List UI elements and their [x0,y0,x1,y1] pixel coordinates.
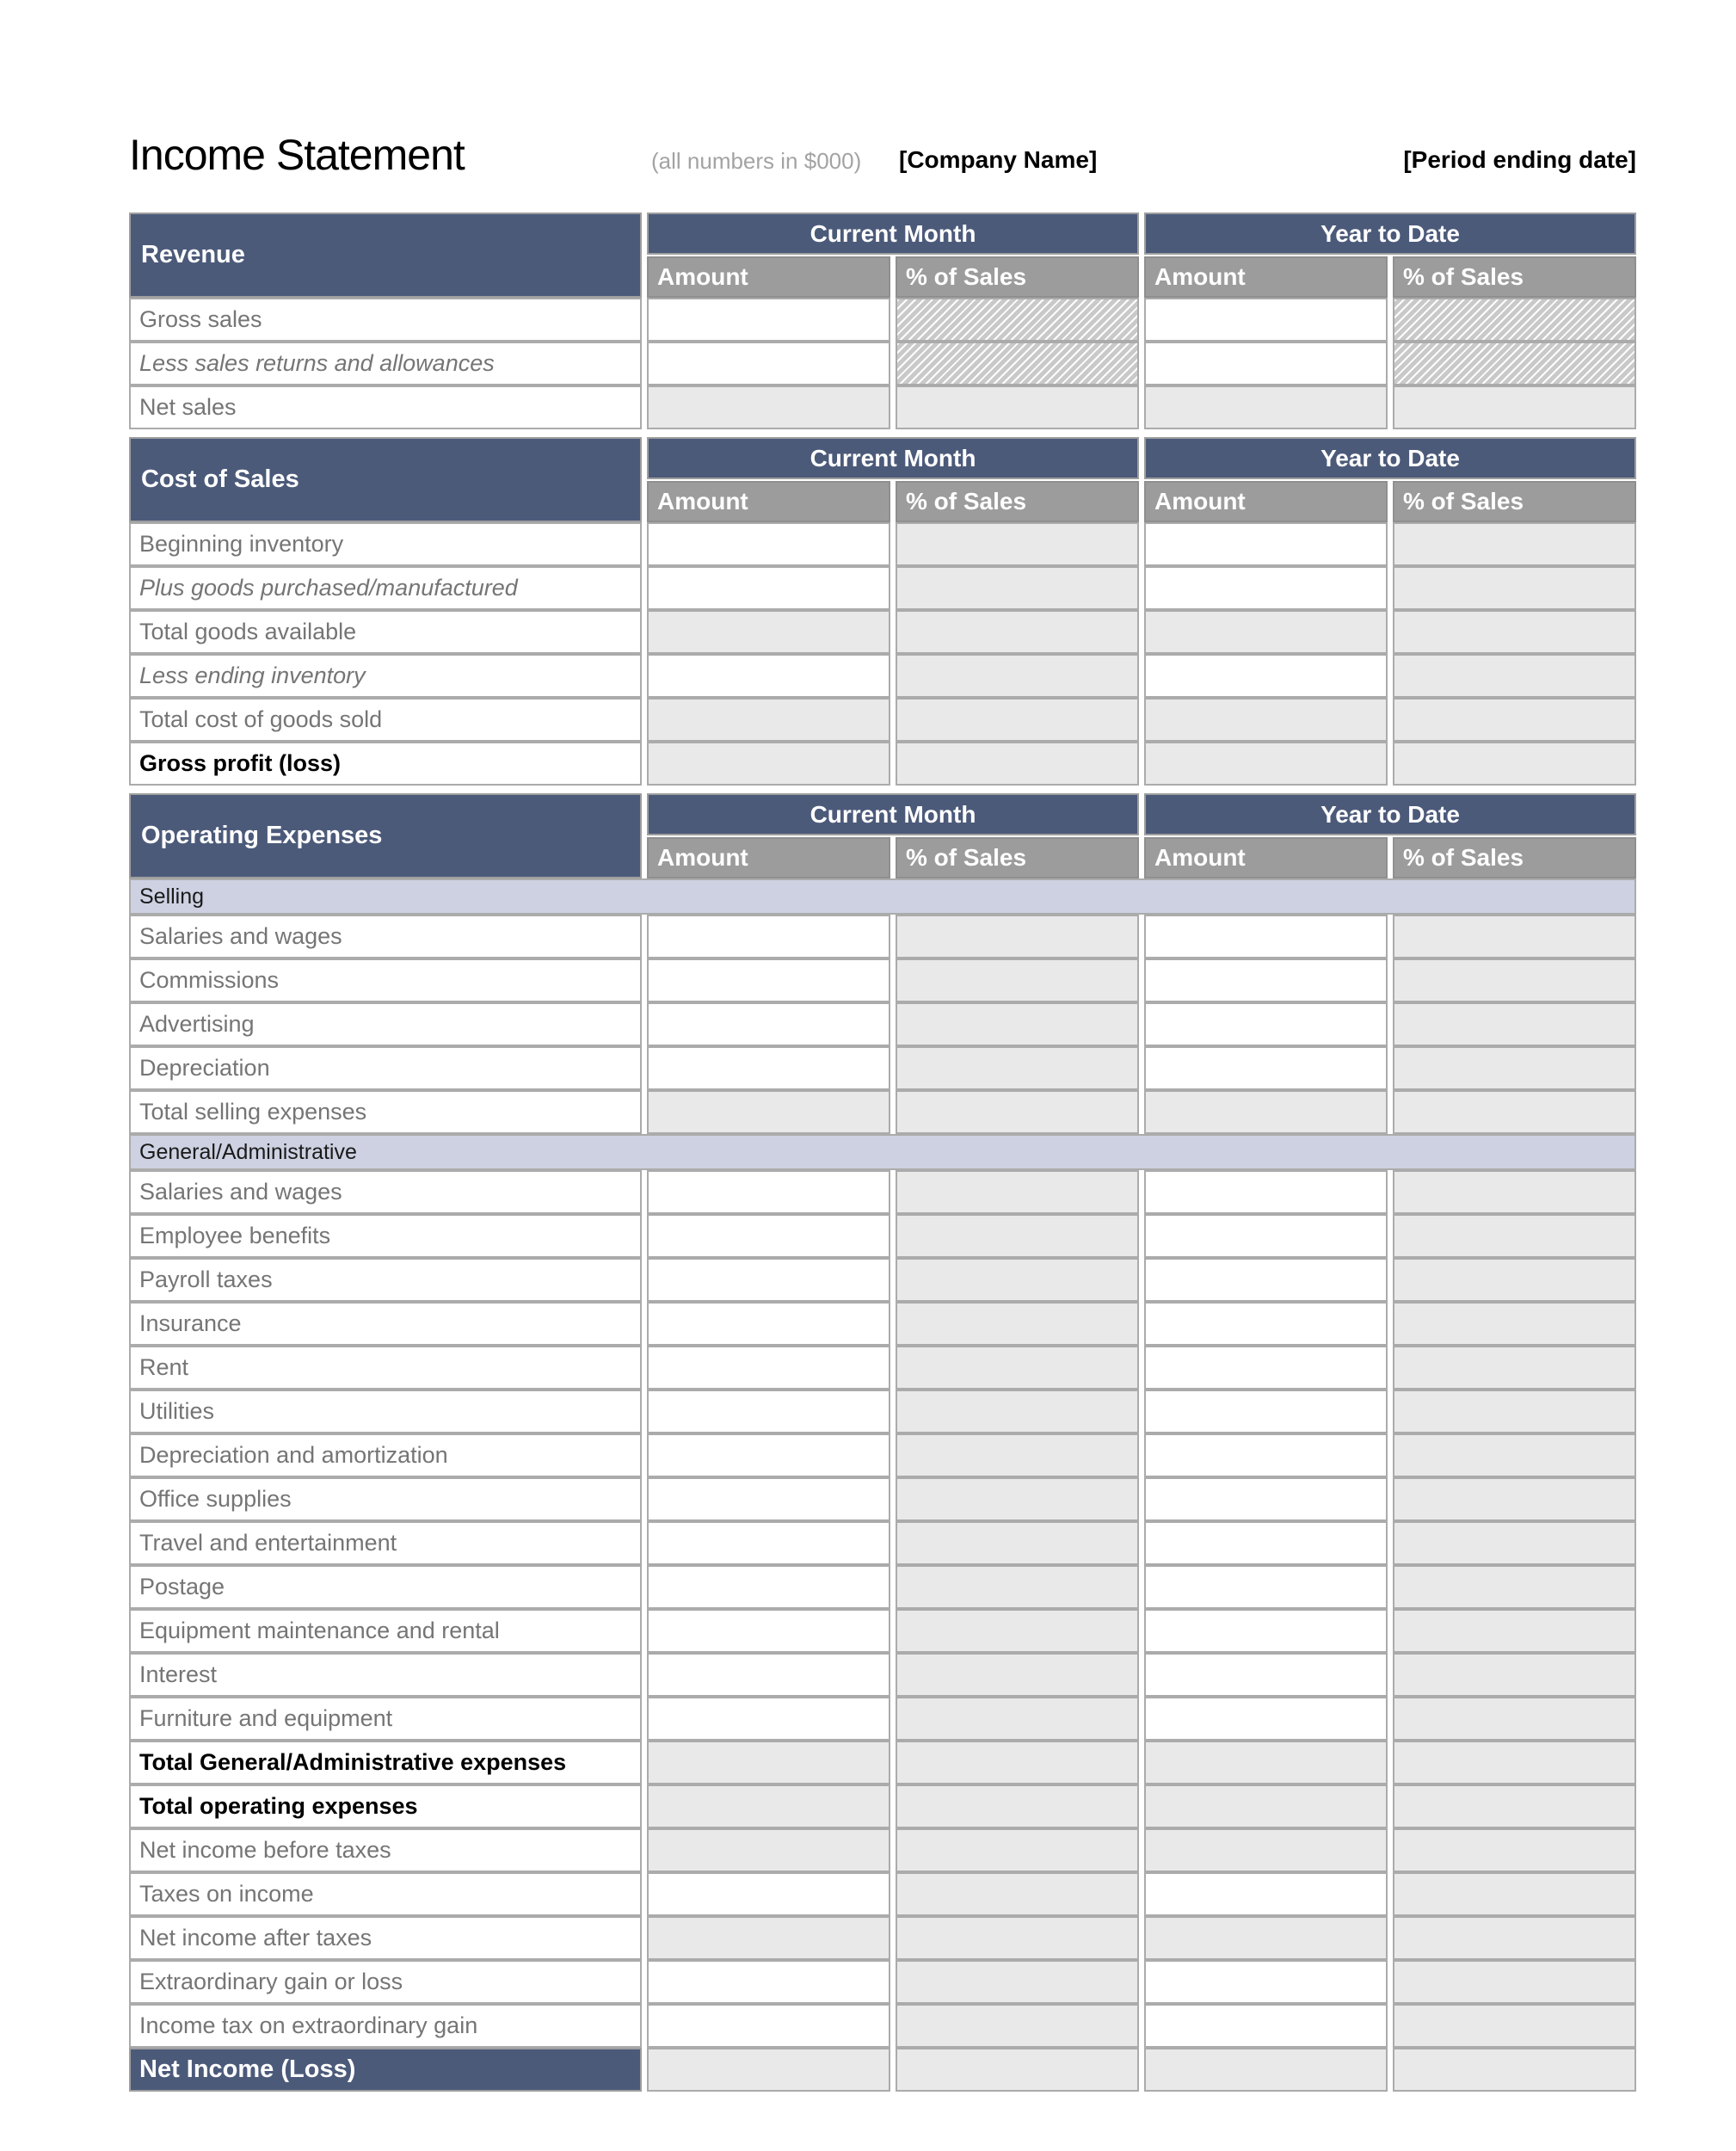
column-header-ytd-amount: Amount [1144,837,1388,878]
cell-rent-cm-pct-of-sales [896,1346,1139,1390]
cell-employee-benefits-cm-pct-of-sales [896,1214,1139,1258]
cell-net-sales-ytd-amount [1144,385,1388,429]
cell-salaries-and-wages-ytd-amount[interactable] [1144,1170,1388,1214]
table-row-advertising [129,1002,1636,1046]
row-label-total-cost-of-goods-sold: Total cost of goods sold [129,698,642,742]
cell-total-selling-expenses-cm-pct-of-sales [896,1090,1139,1134]
row-label-interest: Interest [129,1653,642,1697]
table-row-net-income-after-taxes [129,1916,1636,1960]
cell-income-tax-on-extraordinary-gain-ytd-pct-of-sales [1393,2004,1636,2048]
company-name-placeholder[interactable]: [Company Name] [899,146,1098,173]
cell-net-income-loss-ytd-amount [1144,2048,1388,2092]
cell-office-supplies-cm-pct-of-sales [896,1477,1139,1521]
cell-equipment-maintenance-and-rental-ytd-amount[interactable] [1144,1609,1388,1653]
cell-gross-profit-loss-cm-pct-of-sales [896,742,1139,786]
row-label-less-sales-returns-and-allowances: Less sales returns and allowances [129,342,642,385]
cell-beginning-inventory-cm-pct-of-sales [896,522,1139,566]
cell-net-income-before-taxes-ytd-amount [1144,1828,1388,1872]
row-label-advertising: Advertising [129,1002,642,1046]
cell-beginning-inventory-ytd-amount[interactable] [1144,522,1388,566]
row-label-extraordinary-gain-or-loss: Extraordinary gain or loss [129,1960,642,2004]
row-label-less-ending-inventory: Less ending inventory [129,654,642,698]
cell-total-operating-expenses-ytd-amount [1144,1784,1388,1828]
title-bar [129,129,1636,213]
row-label-net-income-before-taxes: Net income before taxes [129,1828,642,1872]
table-row-employee-benefits [129,1214,1636,1258]
cell-interest-ytd-amount[interactable] [1144,1653,1388,1697]
row-label-depreciation: Depreciation [129,1046,642,1090]
cell-income-tax-on-extraordinary-gain-cm-amount[interactable] [647,2004,890,2048]
table-row-net-income-loss [129,2048,1636,2092]
column-group-year-to-date [1144,437,1636,522]
cell-total-goods-available-cm-pct-of-sales [896,610,1139,654]
table-row-gross-profit-loss [129,742,1636,786]
cell-total-goods-available-ytd-pct-of-sales [1393,610,1636,654]
table-row-less-sales-returns-and-allowances [129,342,1636,385]
cell-net-income-after-taxes-cm-amount [647,1916,890,1960]
cell-interest-cm-amount[interactable] [647,1653,890,1697]
table-row-furniture-and-equipment [129,1697,1636,1741]
table-row-utilities [129,1390,1636,1433]
row-label-plus-goods-purchased-manufactured: Plus goods purchased/manufactured [129,566,642,610]
cell-payroll-taxes-ytd-pct-of-sales [1393,1258,1636,1302]
cell-salaries-and-wages-cm-pct-of-sales [896,1170,1139,1214]
cell-travel-and-entertainment-cm-pct-of-sales [896,1521,1139,1565]
cell-total-general-administrative-expenses-cm-pct-of-sales [896,1741,1139,1784]
cell-advertising-ytd-pct-of-sales [1393,1002,1636,1046]
row-label-depreciation-and-amortization: Depreciation and amortization [129,1433,642,1477]
column-header-cm-amount: Amount [647,256,890,298]
cell-salaries-and-wages-ytd-pct-of-sales [1393,915,1636,958]
cell-net-income-before-taxes-ytd-pct-of-sales [1393,1828,1636,1872]
cell-plus-goods-purchased-manufactured-ytd-amount[interactable] [1144,566,1388,610]
cell-taxes-on-income-cm-amount[interactable] [647,1872,890,1916]
cell-total-cost-of-goods-sold-cm-amount [647,698,890,742]
column-subheader-row [647,256,1139,298]
table-row-net-sales [129,385,1636,429]
cell-income-tax-on-extraordinary-gain-ytd-amount[interactable] [1144,2004,1388,2048]
row-label-taxes-on-income: Taxes on income [129,1872,642,1916]
cell-office-supplies-ytd-amount[interactable] [1144,1477,1388,1521]
cell-net-income-loss-cm-pct-of-sales [896,2048,1139,2092]
row-label-total-selling-expenses: Total selling expenses [129,1090,642,1134]
table-row-income-tax-on-extraordinary-gain [129,2004,1636,2048]
row-label-postage: Postage [129,1565,642,1609]
cell-total-selling-expenses-cm-amount [647,1090,890,1134]
cell-rent-ytd-amount[interactable] [1144,1346,1388,1390]
cell-salaries-and-wages-cm-amount[interactable] [647,915,890,958]
cell-net-income-loss-ytd-pct-of-sales [1393,2048,1636,2092]
cell-total-operating-expenses-cm-pct-of-sales [896,1784,1139,1828]
cell-commissions-cm-amount[interactable] [647,958,890,1002]
cell-gross-sales-ytd-amount[interactable] [1144,298,1388,342]
row-label-rent: Rent [129,1346,642,1390]
cell-plus-goods-purchased-manufactured-cm-pct-of-sales [896,566,1139,610]
table-row-salaries-and-wages [129,1170,1636,1214]
cell-furniture-and-equipment-ytd-pct-of-sales [1393,1697,1636,1741]
row-label-travel-and-entertainment: Travel and entertainment [129,1521,642,1565]
table-row-total-operating-expenses [129,1784,1636,1828]
cell-extraordinary-gain-or-loss-ytd-amount[interactable] [1144,1960,1388,2004]
table-row-beginning-inventory [129,522,1636,566]
cell-insurance-ytd-pct-of-sales [1393,1302,1636,1346]
cell-taxes-on-income-ytd-amount[interactable] [1144,1872,1388,1916]
cell-net-income-after-taxes-cm-pct-of-sales [896,1916,1139,1960]
cell-less-ending-inventory-ytd-amount[interactable] [1144,654,1388,698]
cell-advertising-cm-pct-of-sales [896,1002,1139,1046]
column-subheader-row [1144,837,1636,878]
column-group-current-month [647,213,1139,298]
cell-utilities-ytd-pct-of-sales [1393,1390,1636,1433]
page-title: Income Statement [129,131,465,179]
cell-depreciation-cm-pct-of-sales [896,1046,1139,1090]
cell-gross-profit-loss-ytd-amount [1144,742,1388,786]
cell-total-selling-expenses-ytd-pct-of-sales [1393,1090,1636,1134]
cell-office-supplies-cm-amount[interactable] [647,1477,890,1521]
cell-extraordinary-gain-or-loss-cm-amount[interactable] [647,1960,890,2004]
cell-salaries-and-wages-ytd-pct-of-sales [1393,1170,1636,1214]
column-group-current-month [647,437,1139,522]
cell-total-operating-expenses-cm-amount [647,1784,890,1828]
column-subheader-row [647,837,1139,878]
cell-commissions-cm-pct-of-sales [896,958,1139,1002]
column-subheader-row [1144,256,1636,298]
cell-total-cost-of-goods-sold-ytd-amount [1144,698,1388,742]
table-row-postage [129,1565,1636,1609]
cell-total-goods-available-cm-amount [647,610,890,654]
column-subheader-row [1144,481,1636,522]
cell-office-supplies-ytd-pct-of-sales [1393,1477,1636,1521]
table-row-interest [129,1653,1636,1697]
table-row-depreciation-and-amortization [129,1433,1636,1477]
row-label-total-goods-available: Total goods available [129,610,642,654]
cell-depreciation-ytd-amount[interactable] [1144,1046,1388,1090]
subsection-header-selling: Selling [129,878,1636,915]
table-row-equipment-maintenance-and-rental [129,1609,1636,1653]
cell-insurance-cm-amount[interactable] [647,1302,890,1346]
cell-postage-ytd-amount[interactable] [1144,1565,1388,1609]
row-label-equipment-maintenance-and-rental: Equipment maintenance and rental [129,1609,642,1653]
cell-less-sales-returns-and-allowances-cm-pct-of-sales [896,342,1139,385]
section-title-revenue: Revenue [129,213,642,298]
cell-depreciation-and-amortization-ytd-pct-of-sales [1393,1433,1636,1477]
cell-beginning-inventory-ytd-pct-of-sales [1393,522,1636,566]
cell-net-sales-ytd-pct-of-sales [1393,385,1636,429]
column-header-ytd-pct-of-sales: % of Sales [1393,256,1636,298]
section-header-cost-of-sales [129,437,1636,522]
cell-postage-cm-amount[interactable] [647,1565,890,1609]
section-title-operating-expenses: Operating Expenses [129,793,642,878]
cell-interest-ytd-pct-of-sales [1393,1653,1636,1697]
column-header-ytd-amount: Amount [1144,481,1388,522]
cell-gross-profit-loss-cm-amount [647,742,890,786]
row-label-employee-benefits: Employee benefits [129,1214,642,1258]
cell-rent-cm-amount[interactable] [647,1346,890,1390]
column-header-cm-pct-of-sales: % of Sales [896,481,1139,522]
section-header-operating-expenses [129,793,1636,878]
column-group-year-to-date [1144,793,1636,878]
cell-net-sales-cm-amount [647,385,890,429]
row-label-salaries-and-wages: Salaries and wages [129,1170,642,1214]
table-row-commissions [129,958,1636,1002]
cell-plus-goods-purchased-manufactured-cm-amount[interactable] [647,566,890,610]
table-row-travel-and-entertainment [129,1521,1636,1565]
row-label-total-operating-expenses: Total operating expenses [129,1784,642,1828]
column-header-ytd-pct-of-sales: % of Sales [1393,481,1636,522]
table-row-net-income-before-taxes [129,1828,1636,1872]
column-group-year-to-date [1144,213,1636,298]
cell-utilities-cm-amount[interactable] [647,1390,890,1433]
cell-net-income-before-taxes-cm-pct-of-sales [896,1828,1139,1872]
row-label-utilities: Utilities [129,1390,642,1433]
cell-furniture-and-equipment-cm-pct-of-sales [896,1697,1139,1741]
cell-travel-and-entertainment-ytd-amount[interactable] [1144,1521,1388,1565]
cell-less-ending-inventory-cm-amount[interactable] [647,654,890,698]
table-row-rent [129,1346,1636,1390]
cell-total-general-administrative-expenses-ytd-pct-of-sales [1393,1741,1636,1784]
cell-employee-benefits-cm-amount[interactable] [647,1214,890,1258]
cell-payroll-taxes-ytd-amount[interactable] [1144,1258,1388,1302]
cell-advertising-ytd-amount[interactable] [1144,1002,1388,1046]
column-group-title-year-to-date: Year to Date [1144,793,1636,835]
subsection-header-general-administrative: General/Administrative [129,1134,1636,1170]
column-group-title-current-month: Current Month [647,793,1139,835]
table-row-extraordinary-gain-or-loss [129,1960,1636,2004]
cell-less-sales-returns-and-allowances-cm-amount[interactable] [647,342,890,385]
cell-beginning-inventory-cm-amount[interactable] [647,522,890,566]
section-gap [129,429,1636,437]
section-header-revenue [129,213,1636,298]
cell-insurance-cm-pct-of-sales [896,1302,1139,1346]
cell-total-selling-expenses-ytd-amount [1144,1090,1388,1134]
cell-total-operating-expenses-ytd-pct-of-sales [1393,1784,1636,1828]
cell-equipment-maintenance-and-rental-cm-amount[interactable] [647,1609,890,1653]
period-ending-date-placeholder[interactable]: [Period ending date] [1403,146,1636,173]
section-title-cost-of-sales: Cost of Sales [129,437,642,522]
income-statement-table [129,213,1636,2092]
table-row-payroll-taxes [129,1258,1636,1302]
column-header-cm-pct-of-sales: % of Sales [896,837,1139,878]
cell-depreciation-and-amortization-ytd-amount[interactable] [1144,1433,1388,1477]
section-gap [129,786,1636,793]
table-row-salaries-and-wages [129,915,1636,958]
column-group-title-current-month: Current Month [647,437,1139,479]
row-label-commissions: Commissions [129,958,642,1002]
cell-gross-sales-ytd-pct-of-sales [1393,298,1636,342]
cell-salaries-and-wages-cm-pct-of-sales [896,915,1139,958]
cell-net-sales-cm-pct-of-sales [896,385,1139,429]
row-label-income-tax-on-extraordinary-gain: Income tax on extraordinary gain [129,2004,642,2048]
cell-less-sales-returns-and-allowances-ytd-amount[interactable] [1144,342,1388,385]
cell-gross-sales-cm-amount[interactable] [647,298,890,342]
table-row-plus-goods-purchased-manufactured [129,566,1636,610]
column-header-cm-amount: Amount [647,481,890,522]
cell-depreciation-and-amortization-cm-pct-of-sales [896,1433,1139,1477]
cell-total-general-administrative-expenses-cm-amount [647,1741,890,1784]
cell-taxes-on-income-ytd-pct-of-sales [1393,1872,1636,1916]
cell-total-cost-of-goods-sold-cm-pct-of-sales [896,698,1139,742]
cell-interest-cm-pct-of-sales [896,1653,1139,1697]
table-row-taxes-on-income [129,1872,1636,1916]
cell-salaries-and-wages-ytd-amount[interactable] [1144,915,1388,958]
cell-salaries-and-wages-cm-amount[interactable] [647,1170,890,1214]
cell-net-income-before-taxes-cm-amount [647,1828,890,1872]
cell-income-tax-on-extraordinary-gain-cm-pct-of-sales [896,2004,1139,2048]
table-row-less-ending-inventory [129,654,1636,698]
cell-commissions-ytd-amount[interactable] [1144,958,1388,1002]
cell-utilities-cm-pct-of-sales [896,1390,1139,1433]
row-label-total-general-administrative-expenses: Total General/Administrative expenses [129,1741,642,1784]
cell-payroll-taxes-cm-amount[interactable] [647,1258,890,1302]
column-group-title-year-to-date: Year to Date [1144,437,1636,479]
cell-taxes-on-income-cm-pct-of-sales [896,1872,1139,1916]
cell-employee-benefits-ytd-pct-of-sales [1393,1214,1636,1258]
cell-net-income-after-taxes-ytd-amount [1144,1916,1388,1960]
cell-gross-profit-loss-ytd-pct-of-sales [1393,742,1636,786]
row-label-payroll-taxes: Payroll taxes [129,1258,642,1302]
row-label-beginning-inventory: Beginning inventory [129,522,642,566]
cell-less-ending-inventory-cm-pct-of-sales [896,654,1139,698]
cell-extraordinary-gain-or-loss-ytd-pct-of-sales [1393,1960,1636,2004]
units-note: (all numbers in $000) [651,148,862,174]
column-header-ytd-pct-of-sales: % of Sales [1393,837,1636,878]
cell-net-income-after-taxes-ytd-pct-of-sales [1393,1916,1636,1960]
column-header-ytd-amount: Amount [1144,256,1388,298]
column-group-title-current-month: Current Month [647,213,1139,255]
row-label-gross-profit-loss: Gross profit (loss) [129,742,642,786]
cell-net-income-loss-cm-amount [647,2048,890,2092]
cell-travel-and-entertainment-cm-amount[interactable] [647,1521,890,1565]
cell-commissions-ytd-pct-of-sales [1393,958,1636,1002]
cell-less-ending-inventory-ytd-pct-of-sales [1393,654,1636,698]
cell-total-general-administrative-expenses-ytd-amount [1144,1741,1388,1784]
table-row-total-cost-of-goods-sold [129,698,1636,742]
cell-utilities-ytd-amount[interactable] [1144,1390,1388,1433]
cell-gross-sales-cm-pct-of-sales [896,298,1139,342]
cell-total-goods-available-ytd-amount [1144,610,1388,654]
cell-total-cost-of-goods-sold-ytd-pct-of-sales [1393,698,1636,742]
column-group-current-month [647,793,1139,878]
income-statement-sheet [129,129,1636,2092]
row-label-furniture-and-equipment: Furniture and equipment [129,1697,642,1741]
cell-furniture-and-equipment-cm-amount[interactable] [647,1697,890,1741]
table-row-office-supplies [129,1477,1636,1521]
cell-insurance-ytd-amount[interactable] [1144,1302,1388,1346]
cell-advertising-cm-amount[interactable] [647,1002,890,1046]
row-label-net-income-after-taxes: Net income after taxes [129,1916,642,1960]
cell-equipment-maintenance-and-rental-cm-pct-of-sales [896,1609,1139,1653]
table-row-insurance [129,1302,1636,1346]
column-header-cm-pct-of-sales: % of Sales [896,256,1139,298]
table-row-total-goods-available [129,610,1636,654]
cell-depreciation-ytd-pct-of-sales [1393,1046,1636,1090]
row-label-gross-sales: Gross sales [129,298,642,342]
column-header-cm-amount: Amount [647,837,890,878]
row-label-salaries-and-wages: Salaries and wages [129,915,642,958]
table-row-gross-sales [129,298,1636,342]
cell-equipment-maintenance-and-rental-ytd-pct-of-sales [1393,1609,1636,1653]
cell-depreciation-and-amortization-cm-amount[interactable] [647,1433,890,1477]
cell-rent-ytd-pct-of-sales [1393,1346,1636,1390]
cell-less-sales-returns-and-allowances-ytd-pct-of-sales [1393,342,1636,385]
cell-payroll-taxes-cm-pct-of-sales [896,1258,1139,1302]
cell-extraordinary-gain-or-loss-cm-pct-of-sales [896,1960,1139,2004]
cell-travel-and-entertainment-ytd-pct-of-sales [1393,1521,1636,1565]
table-row-total-general-administrative-expenses [129,1741,1636,1784]
cell-postage-ytd-pct-of-sales [1393,1565,1636,1609]
row-label-net-income-loss: Net Income (Loss) [129,2048,642,2092]
cell-employee-benefits-ytd-amount[interactable] [1144,1214,1388,1258]
row-label-net-sales: Net sales [129,385,642,429]
column-group-title-year-to-date: Year to Date [1144,213,1636,255]
column-subheader-row [647,481,1139,522]
table-row-total-selling-expenses [129,1090,1636,1134]
table-row-depreciation [129,1046,1636,1090]
cell-furniture-and-equipment-ytd-amount[interactable] [1144,1697,1388,1741]
cell-postage-cm-pct-of-sales [896,1565,1139,1609]
cell-plus-goods-purchased-manufactured-ytd-pct-of-sales [1393,566,1636,610]
row-label-insurance: Insurance [129,1302,642,1346]
cell-depreciation-cm-amount[interactable] [647,1046,890,1090]
row-label-office-supplies: Office supplies [129,1477,642,1521]
